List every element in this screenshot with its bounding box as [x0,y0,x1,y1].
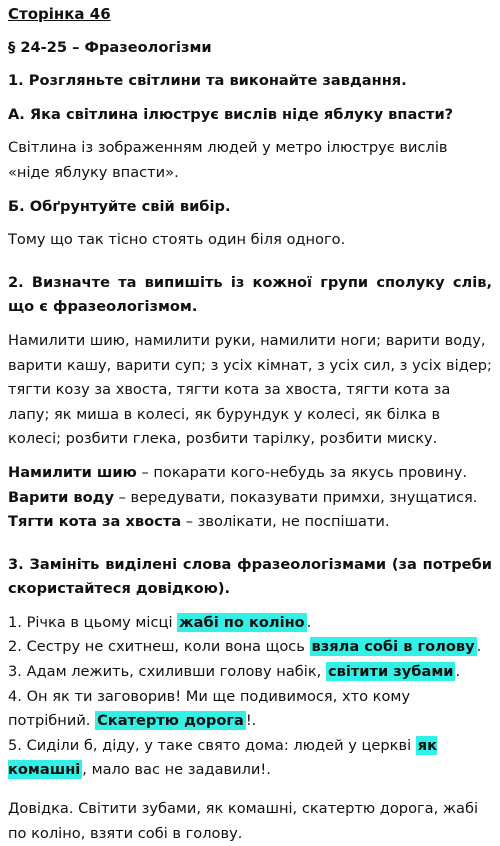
task3-item [8,660,492,685]
highlighted-phrase: як комашні [8,736,438,779]
page-title: Сторінка 46 [8,5,111,23]
item-text: 5. Сиділи б, діду, у таке свято дома: людей у церкві [8,736,416,754]
task2-answer [8,461,492,486]
item-text: . [455,663,461,681]
meaning: – зволікати, не поспішати. [181,513,390,531]
task3-reference: Довідка. Світити зубами, як комашні, скатертю дорога, жабі по коліно, взяти собі в голову. [8,800,479,842]
highlighted-phrase: світити зубами [327,663,454,681]
section-title: § 24-25 – Фразеологізми [8,38,212,56]
task1-question-b: Б. Обґрунтуйте свій вибір. [8,197,231,215]
item-text: !. [245,712,257,730]
meaning: – вередувати, показувати примхи, знущатися. [113,488,478,506]
task1-answer-a: Світлина із зображенням людей у метро ілюструє вислів «ніде яблуку впасти». [8,139,448,181]
task1-answer-b: Тому що так тісно стоять один біля одного. [8,231,346,249]
task3-item [8,611,492,636]
task2-answer [8,486,492,511]
task3-item [8,635,492,660]
task1-heading: 1. Розгляньте світлини та виконайте завдання. [8,72,407,90]
phrase: Варити воду [8,488,114,506]
highlighted-phrase: взяла собі в голову [311,638,475,656]
highlighted-phrase: Скатертю дорога [97,712,244,730]
task2-word-groups: Намилити шию, намилити руки, намилити ноги; варити воду, варити кашу, варити суп; з усіх кімнат, з усіх сил, з усіх відер; тягти козу за хвоста, тягти кота за хвоста, тягти кота за лапу; як миша в колесі, як бурундук у колесі, як білка в колесі; розбити глека, розбити тарілку, розбити миску. [8,331,492,448]
task2-heading: 2. Визначте та випишіть із кожної групи сполуку слів, що є фразеологізмом. [8,273,492,316]
task3-item [8,685,492,734]
highlighted-phrase: жабі по коліно [179,613,305,631]
phrase: Намилити шию [8,463,137,481]
task1-question-a: А. Яка світлина ілюструє вислів ніде яблуку впасти? [8,105,454,123]
item-text: , мало вас не задавили!. [82,761,271,779]
item-text: . [306,613,312,631]
phrase: Тягти кота за хвоста [8,513,182,531]
item-text: 4. Он як ти заговорив! Ми ще подивимося, хто кому потрібний. [8,687,411,730]
meaning: – покарати кого-небудь за якусь провину. [136,463,468,481]
item-text: 1. Річка в цьому місці [8,613,178,631]
task2-answer [8,510,492,535]
item-text: . [476,638,482,656]
item-text: 3. Адам лежить, схиливши голову набік, [8,663,326,681]
task3-heading: 3. Замініть виділені слова фразеологізмами (за потреби скористайтеся довідкою). [8,555,492,598]
item-text: 2. Сестру не схитнеш, коли вона щось [8,638,310,656]
task3-item [8,734,492,783]
